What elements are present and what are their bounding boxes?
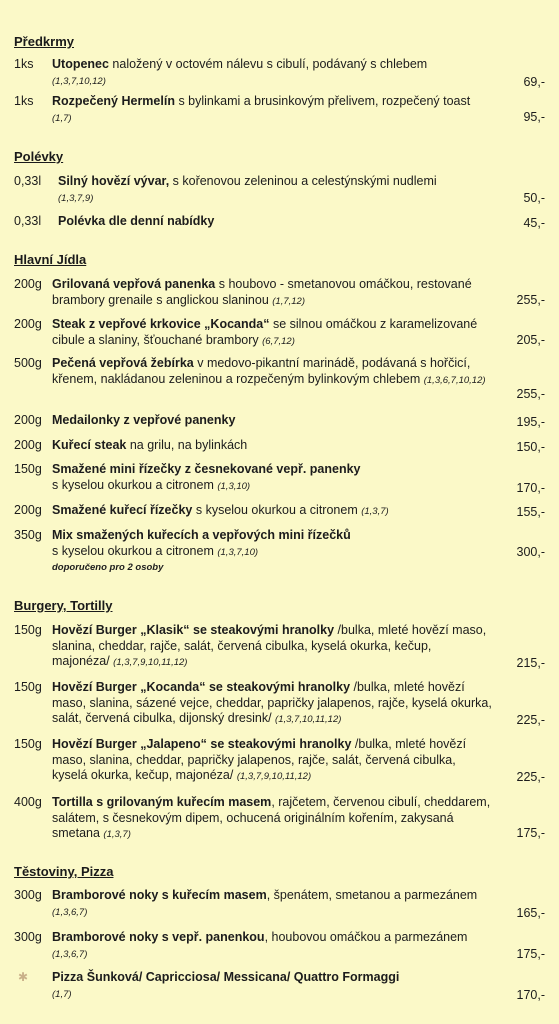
item-price: 205,- xyxy=(516,333,545,347)
item-price: 165,- xyxy=(516,906,545,920)
item-description xyxy=(52,795,492,843)
item-price: 69,- xyxy=(523,75,545,89)
item-quantity: 200g xyxy=(14,413,42,427)
item-details: na grilu, na bylinkách xyxy=(126,438,248,452)
item-allergens: (1,3,7,10,11,12) xyxy=(275,714,342,725)
item-name: Rozpečený Hermelín xyxy=(52,94,175,108)
item-price: 175,- xyxy=(516,826,545,840)
item-quantity: 1ks xyxy=(14,57,34,71)
item-details: s houbovo - smetanovou omáčkou, restované brambory grenaile s anglickou slaninou xyxy=(52,277,472,307)
item-allergens: (1,3,7,9) xyxy=(58,192,94,204)
section-title-hlavni-jidla: Hlavní Jídla xyxy=(14,252,87,267)
item-name: Hovězí Burger „Jalapeno“ se steakovými hranolky xyxy=(52,737,352,751)
item-price: 150,- xyxy=(516,440,545,454)
item-name: Smažené mini řízečky z česnekované vepř. panenky xyxy=(52,462,361,476)
item-allergens: (1,3,7,10,12) xyxy=(52,75,106,87)
item-price: 225,- xyxy=(516,770,545,784)
item-price: 170,- xyxy=(516,481,545,495)
item-price: 95,- xyxy=(523,110,545,124)
item-name: Silný hovězí vývar, xyxy=(58,174,170,188)
item-details: s kyselou okurkou a citronem xyxy=(192,503,362,517)
item-allergens: (1,3,6,7,10,12) xyxy=(423,374,486,386)
item-description xyxy=(52,930,492,962)
item-allergens: (1,7) xyxy=(52,988,72,1000)
item-quantity: 300g xyxy=(14,930,42,944)
item-details: /bulka, mleté hovězí maso, slanina, cheddar, rajče, salát, červená cibulka, kyselá okurka, kečup, majonéza/ xyxy=(52,623,487,668)
item-quantity: 200g xyxy=(14,277,42,291)
item-quantity: 400g xyxy=(14,795,42,809)
item-description xyxy=(52,413,492,429)
item-description xyxy=(52,528,492,576)
item-quantity: 150g xyxy=(14,623,42,637)
item-quantity: 300g xyxy=(14,888,42,902)
item-quantity: 1ks xyxy=(14,94,34,108)
item-name: Pečená vepřová žebírka xyxy=(52,356,194,370)
item-details: v medovo-pikantní marinádě, podávaná s hořčicí, křenem, nakládanou zeleninou a rozpečeným bylinkovým chlebem xyxy=(52,356,471,386)
item-quantity: 200g xyxy=(14,317,42,331)
item-quantity: 200g xyxy=(14,503,42,517)
item-price: 225,- xyxy=(516,713,545,727)
section-title-testoviny-pizza: Těstoviny, Pizza xyxy=(14,864,114,879)
item-quantity: 200g xyxy=(14,438,42,452)
item-name: Smažené kuřecí řízečky xyxy=(52,503,193,517)
item-description xyxy=(52,462,492,494)
item-name: Utopenec xyxy=(52,57,109,71)
item-name: Hovězí Burger „Kocanda“ se steakovými hranolky xyxy=(52,680,351,694)
item-price: 155,- xyxy=(516,505,545,519)
item-name: Tortilla s grilovaným kuřecím masem xyxy=(52,795,272,809)
item-description xyxy=(52,970,492,1002)
item-name: Grilovaná vepřová panenka xyxy=(52,277,216,291)
item-price: 215,- xyxy=(516,656,545,670)
item-description xyxy=(52,737,492,785)
item-allergens: (1,3,6,7) xyxy=(52,948,88,960)
item-name: Steak z vepřové krkovice „Kocanda“ xyxy=(52,317,270,331)
item-quantity: 0,33l xyxy=(14,174,42,188)
item-name: Bramborové noky s kuřecím masem xyxy=(52,888,267,902)
item-allergens: (1,3,7,9,10,11,12) xyxy=(236,771,312,782)
section-title-burgery: Burgery, Tortilly xyxy=(14,598,113,613)
item-details: , houbovou omáčkou a parmezánem xyxy=(264,930,468,944)
item-details: /bulka, mleté hovězí maso, slanina, sázené vejce, cheddar, papričky jalapenos, rajče, kyselá okurka, salát, červená cibulka, dijonský dresink/ xyxy=(52,680,492,725)
item-name: Mix smažených kuřecích a vepřových mini řízečků xyxy=(52,528,351,542)
item-quantity: 500g xyxy=(14,356,42,370)
item-name: Medailonky z vepřové panenky xyxy=(52,413,236,427)
item-price: 300,- xyxy=(516,545,545,559)
item-description xyxy=(58,174,498,206)
item-description xyxy=(52,57,492,89)
item-allergens: (1,3,7,10) xyxy=(217,546,259,558)
item-name: Hovězí Burger „Klasik“ se steakovými hranolky xyxy=(52,623,335,637)
item-description xyxy=(52,680,492,728)
item-details: s kyselou okurkou a citronem xyxy=(52,477,218,492)
item-details: s kyselou okurkou a citronem xyxy=(52,543,218,558)
item-description xyxy=(52,623,492,671)
item-price: 195,- xyxy=(516,415,545,429)
section-title-polevky: Polévky xyxy=(14,149,64,164)
item-allergens: (1,7,12) xyxy=(272,295,306,307)
item-allergens: (1,3,7,9,10,11,12) xyxy=(113,657,188,668)
item-allergens: (1,3,6,7) xyxy=(52,906,88,918)
item-quantity: 150g xyxy=(14,680,42,694)
item-price: 175,- xyxy=(516,947,545,961)
item-details: /bulka, mleté hovězí maso, slanina, cheddar, papričky jalapenos, rajče, salát, červená cibulka, kyselá okurka, kečup, majonéza/ xyxy=(52,737,467,782)
item-allergens: (1,3,7) xyxy=(103,829,131,840)
item-name: Bramborové noky s vepř. panenkou xyxy=(52,930,265,944)
item-price: 255,- xyxy=(516,387,545,401)
item-description xyxy=(52,356,492,388)
item-details: naložený v octovém nálevu s cibulí, podávaný s chlebem xyxy=(108,57,428,71)
item-quantity: 0,33l xyxy=(14,214,42,228)
item-description xyxy=(52,277,492,309)
item-price: 45,- xyxy=(523,216,545,230)
item-description xyxy=(52,438,492,454)
item-quantity: 150g xyxy=(14,737,42,751)
item-details: s kořenovou zeleninou a celestýnskými nudlemi xyxy=(169,174,437,188)
item-allergens: (1,3,10) xyxy=(217,480,251,492)
item-description xyxy=(52,94,492,126)
item-description xyxy=(52,503,492,520)
section-title-predkrmy: Předkrmy xyxy=(14,34,74,49)
item-allergens: (6,7,12) xyxy=(262,335,295,347)
item-note: doporučeno pro 2 osoby xyxy=(52,562,164,573)
item-allergens: (1,7) xyxy=(52,112,72,124)
item-description xyxy=(58,214,498,230)
item-name: Polévka dle denní nabídky xyxy=(58,214,215,228)
item-details: se silnou omáčkou z karamelizované cibule a slaniny, šťouchané brambory xyxy=(52,317,478,347)
item-name: Pizza Šunková/ Capricciosa/ Messicana/ Quattro Formaggi xyxy=(52,970,400,984)
decorative-star-icon: ✱ xyxy=(18,970,29,984)
item-description xyxy=(52,888,492,920)
item-price: 255,- xyxy=(516,293,545,307)
item-quantity: 350g xyxy=(14,528,42,542)
item-details: , rajčetem, červenou cibulí, cheddarem, salátem, s česnekovým dipem, ochucená originálním kořením, zakysaná smetana xyxy=(52,795,491,840)
item-details: , špenátem, smetanou a parmezánem xyxy=(266,888,478,902)
item-quantity: 150g xyxy=(14,462,42,476)
item-details: s bylinkami a brusinkovým přelivem, rozpečený toast xyxy=(174,94,471,108)
item-price: 50,- xyxy=(523,191,545,205)
item-name: Kuřecí steak xyxy=(52,438,127,452)
item-description xyxy=(52,317,492,349)
item-price: 170,- xyxy=(516,988,545,1002)
item-allergens: (1,3,7) xyxy=(361,506,389,517)
